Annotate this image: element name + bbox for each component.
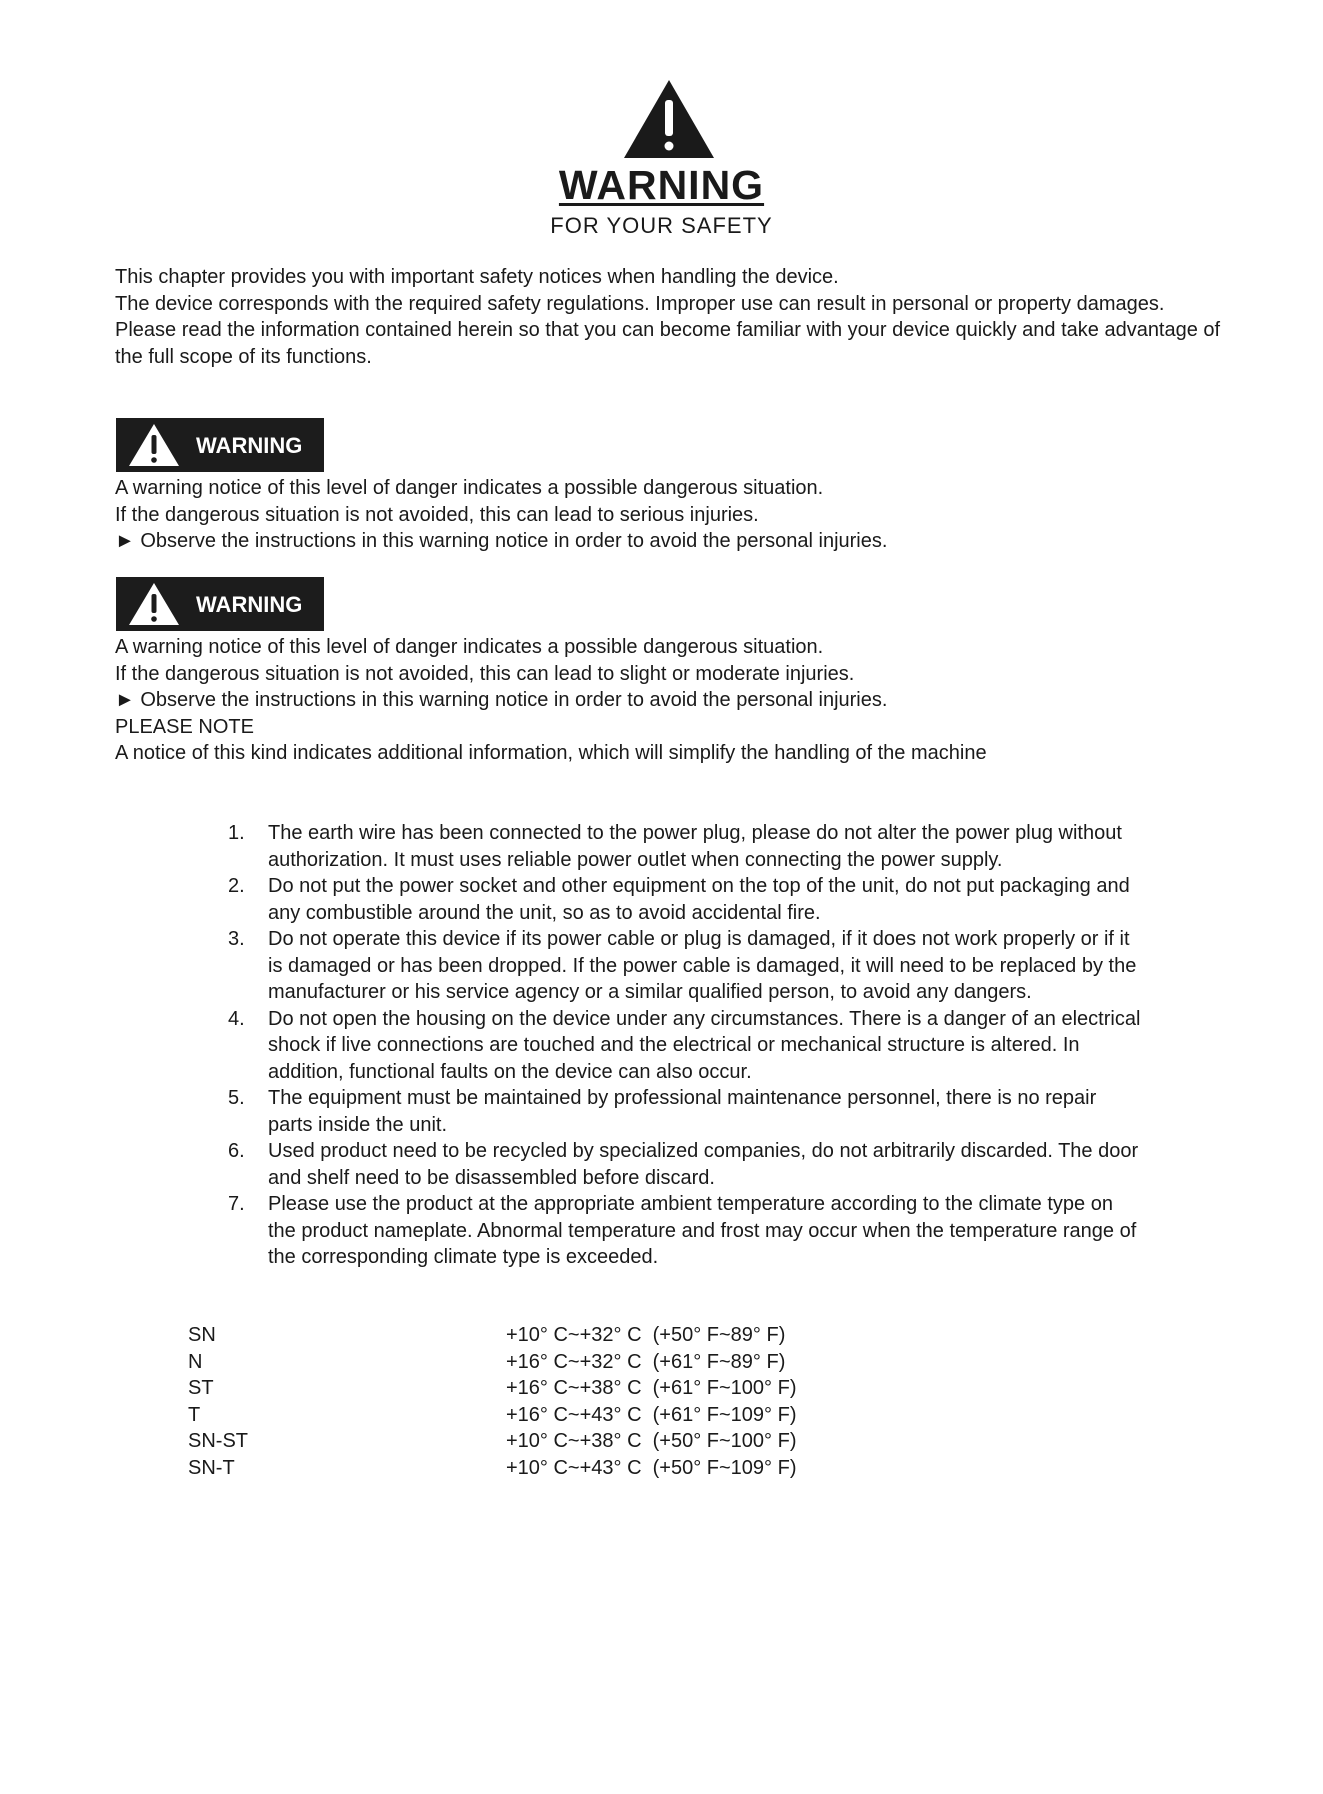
list-item-text: Do not open the housing on the device under any circumstances. There is a danger of an electrical shock if live connections are touched and the electrical or mechanical structure is altered. In addition, functional faults on the device can also occur. xyxy=(268,1007,1141,1083)
list-item-number: 7. xyxy=(228,1193,245,1215)
notice-line: A warning notice of this level of danger indicates a possible dangerous situation. xyxy=(115,477,824,499)
intro-section xyxy=(115,264,1225,370)
list-item-text: Please use the product at the appropriate ambient temperature according to the climate type on the product nameplate. Abnormal temperature and frost may occur when the temperature range of the corresponding climate type is exceeded. xyxy=(268,1193,1137,1268)
intro-paragraph: This chapter provides you with important safety notices when handling the device. xyxy=(115,266,839,288)
warning-notice-serious xyxy=(115,475,1225,555)
list-item-text: Do not put the power socket and other equipment on the top of the unit, do not put packaging and any combustible around the unit, so as to avoid accidental fire. xyxy=(268,875,1130,924)
climate-class: ST xyxy=(188,1377,214,1399)
list-item xyxy=(225,1006,1145,1086)
list-item xyxy=(225,926,1145,1006)
notice-line: A warning notice of this level of danger indicates a possible dangerous situation. xyxy=(115,636,824,658)
notice-line: A notice of this kind indicates additional information, which will simplify the handling of the machine xyxy=(115,742,987,764)
climate-class: T xyxy=(188,1403,201,1426)
climate-class: SN-T xyxy=(188,1456,235,1479)
notice-line: ► Observe the instructions in this warning notice in order to avoid the personal injuries. xyxy=(115,530,888,552)
list-item-text: The equipment must be maintained by professional maintenance personnel, there is no repair parts inside the unit. xyxy=(268,1087,1097,1136)
list-item xyxy=(225,1138,1145,1191)
warning-triangle-icon xyxy=(128,582,180,626)
table-row xyxy=(188,1428,888,1455)
climate-class-table xyxy=(188,1322,888,1481)
list-item-number: 6. xyxy=(228,1140,245,1162)
warning-notice-moderate xyxy=(115,634,1225,767)
warning-badge-label: WARNING xyxy=(196,592,303,617)
intro-paragraph: Please read the information contained herein so that you can become familiar with your device quickly and take advantage of the full scope of its functions. xyxy=(115,319,1221,368)
notice-line: If the dangerous situation is not avoided, this can lead to serious injuries. xyxy=(115,503,759,526)
table-row xyxy=(188,1402,888,1429)
list-item xyxy=(225,1191,1145,1271)
list-item xyxy=(225,873,1145,926)
warning-badge xyxy=(116,418,324,472)
list-item xyxy=(225,820,1145,873)
notice-line: ► Observe the instructions in this warning notice in order to avoid the personal injuries. xyxy=(115,689,888,711)
temperature-range: +10° C~+38° C (+50° F~100° F) xyxy=(506,1430,797,1452)
intro-paragraph: The device corresponds with the required safety regulations. Improper use can result in personal or property damages. xyxy=(115,292,1165,315)
table-row xyxy=(188,1349,888,1376)
table-row xyxy=(188,1455,888,1482)
please-note-heading: PLEASE NOTE xyxy=(115,715,254,738)
temperature-range: +10° C~+32° C (+50° F~89° F) xyxy=(506,1324,786,1346)
temperature-range: +16° C~+43° C (+61° F~109° F) xyxy=(506,1403,797,1426)
list-item-number: 5. xyxy=(228,1087,245,1109)
list-item-text: The earth wire has been connected to the power plug, please do not alter the power plug without authorization. It must uses reliable power outlet when connecting the power supply. xyxy=(268,822,1122,871)
temperature-range: +16° C~+38° C (+61° F~100° F) xyxy=(506,1377,797,1399)
table-row xyxy=(188,1322,888,1349)
warning-badge-label: WARNING xyxy=(196,433,303,458)
list-item-number: 2. xyxy=(228,875,245,897)
safety-instructions-list xyxy=(225,820,1145,1271)
temperature-range: +16° C~+32° C (+61° F~89° F) xyxy=(506,1350,786,1373)
warning-triangle-icon xyxy=(622,78,716,160)
list-item-number: 1. xyxy=(228,822,245,844)
notice-line: If the dangerous situation is not avoided, this can lead to slight or moderate injuries. xyxy=(115,662,855,685)
warning-badge xyxy=(116,577,324,631)
climate-class: N xyxy=(188,1350,203,1373)
list-item xyxy=(225,1085,1145,1138)
climate-class: SN-ST xyxy=(188,1430,248,1452)
list-item-text: Used product need to be recycled by specialized companies, do not arbitrarily discarded. The door and shelf need to be disassembled before discard. xyxy=(268,1140,1139,1189)
page-subtitle: FOR YOUR SAFETY xyxy=(550,213,773,238)
list-item-number: 4. xyxy=(228,1007,245,1030)
page-title: WARNING xyxy=(558,162,765,208)
warning-triangle-icon xyxy=(128,423,180,467)
climate-class: SN xyxy=(188,1324,216,1346)
list-item-number: 3. xyxy=(228,928,245,950)
table-row xyxy=(188,1375,888,1402)
temperature-range: +10° C~+43° C (+50° F~109° F) xyxy=(506,1456,797,1479)
list-item-text: Do not operate this device if its power cable or plug is damaged, if it does not work properly or if it is damaged or has been dropped. If the power cable is damaged, it will need to be replaced by the manufacturer or his service agency or a similar qualified person, to avoid any dangers. xyxy=(268,928,1137,1003)
